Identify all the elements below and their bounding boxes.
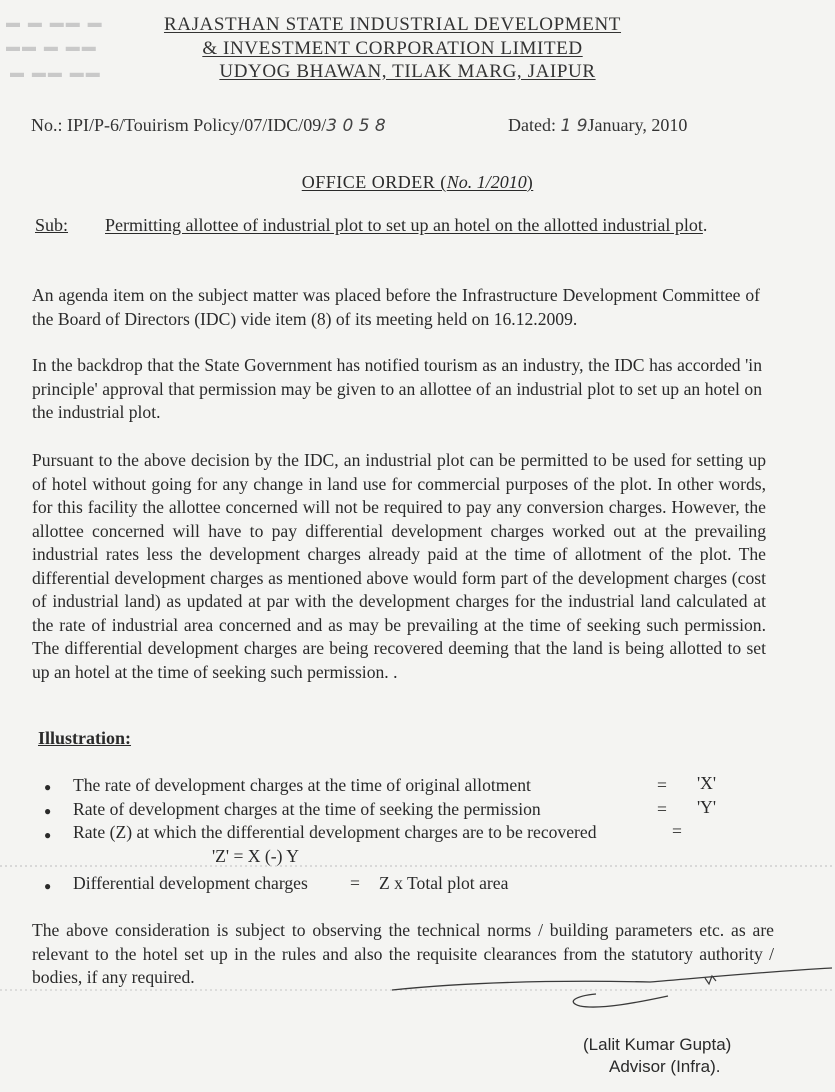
illustration-item-4-eq: = (350, 873, 360, 893)
illustration-item-4-value: Z x Total plot area (379, 873, 509, 893)
closing-paragraph: The above consideration is subject to observing the technical norms / building parameters etc. as are relevant to the hotel set up in the rules and also the requisite clearances from the statutory authority / bodies, if any required. (32, 920, 774, 987)
order-title-main: OFFICE ORDER ( (301, 172, 447, 192)
bullet-icon: ● (44, 804, 52, 818)
order-title-close: ) (526, 172, 534, 192)
illustration-item-2-eq: = (657, 799, 667, 819)
paragraph-1: An agenda item on the subject matter was placed before the Infrastructure Development Committee of the Board of Directors (IDC) vide item (8) of its meeting held on 16.12.2009. (32, 285, 760, 329)
bullet-icon: ● (44, 828, 52, 842)
signature-stroke (392, 968, 832, 990)
illustration-formula: 'Z' = X (-) Y (212, 846, 299, 866)
bullet-icon: ● (44, 879, 52, 893)
letterhead-line-3: UDYOG BHAWAN, TILAK MARG, JAIPUR (219, 61, 596, 82)
dated-handwritten-day: 1 9 (560, 116, 588, 136)
reference-number-handwritten: 3 0 5 8 (326, 116, 386, 136)
illustration-item-2: Rate of development charges at the time of seeking the permission (73, 799, 541, 819)
illustration-item-1-eq: = (657, 775, 667, 795)
order-number: No. 1/2010 (446, 172, 527, 192)
paragraph-3: Pursuant to the above decision by the IDC, an industrial plot can be permitted to be used for setting up of hotel without going for any change in land use for commercial purposes of the plot. In other words, for this facility the allottee concerned will not be required to pay any conversion charges. However, the allottee concerned will have to pay differential development charges worked out at the prevailing industrial rates less the development charges already paid at the time of allotment of the plot. The differential development charges as mentioned above would form part of the development charges (cost of industrial land) as updated at par with the development charges for the industrial land calculated at the rate of industrial area concerned and as may be prevailing at the time of seeking such permission. The differential development charges are being recovered deeming that the land is being allotted to set up an hotel at the time of seeking such permission. . (32, 450, 766, 682)
letterhead-line-1: RAJASTHAN STATE INDUSTRIAL DEVELOPMENT (163, 14, 622, 35)
bleed-through-mark: ▬▬ ▬ ▬▬ (6, 38, 98, 54)
illustration-item-4: Differential development charges (73, 873, 308, 893)
reference-number-prefix: No.: IPI/P-6/Touirism Policy/07/IDC/09/ (31, 115, 327, 135)
illustration-item-1: The rate of development charges at the time of original allotment (73, 775, 531, 795)
paragraph-2: In the backdrop that the State Government has notified tourism as an industry, the IDC has accorded 'in principle' approval that permission may be given to an allottee of an industrial plot to set up an hotel on the industrial plot. (32, 355, 762, 422)
bleed-through-mark: ▬ ▬ ▬▬ ▬ (6, 14, 104, 30)
dated-label: Dated: (508, 115, 556, 135)
bleed-through-mark: ▬ ▬▬ ▬▬ (10, 64, 102, 80)
dated-month-year: January, 2010 (587, 115, 688, 135)
subject-trailing: . (702, 215, 708, 235)
illustration-item-1-value: 'X' (697, 773, 717, 793)
illustration-item-2-value: 'Y' (697, 797, 717, 817)
illustration-item-3-eq: = (672, 821, 682, 841)
illustration-heading: Illustration: (38, 728, 132, 748)
bullet-icon: ● (44, 780, 52, 794)
subject-label: Sub: (35, 215, 69, 235)
signature-stroke (573, 994, 668, 1007)
signatory-designation: Advisor (Infra). (609, 1057, 721, 1076)
illustration-item-3: Rate (Z) at which the differential development charges are to be recovered (73, 822, 597, 842)
signatory-name: (Lalit Kumar Gupta) (583, 1035, 732, 1054)
letterhead-line-2: & INVESTMENT CORPORATION LIMITED (202, 38, 583, 59)
subject-text-body: Permitting allottee of industrial plot to set up an hotel on the allotted industrial plot (105, 215, 703, 235)
